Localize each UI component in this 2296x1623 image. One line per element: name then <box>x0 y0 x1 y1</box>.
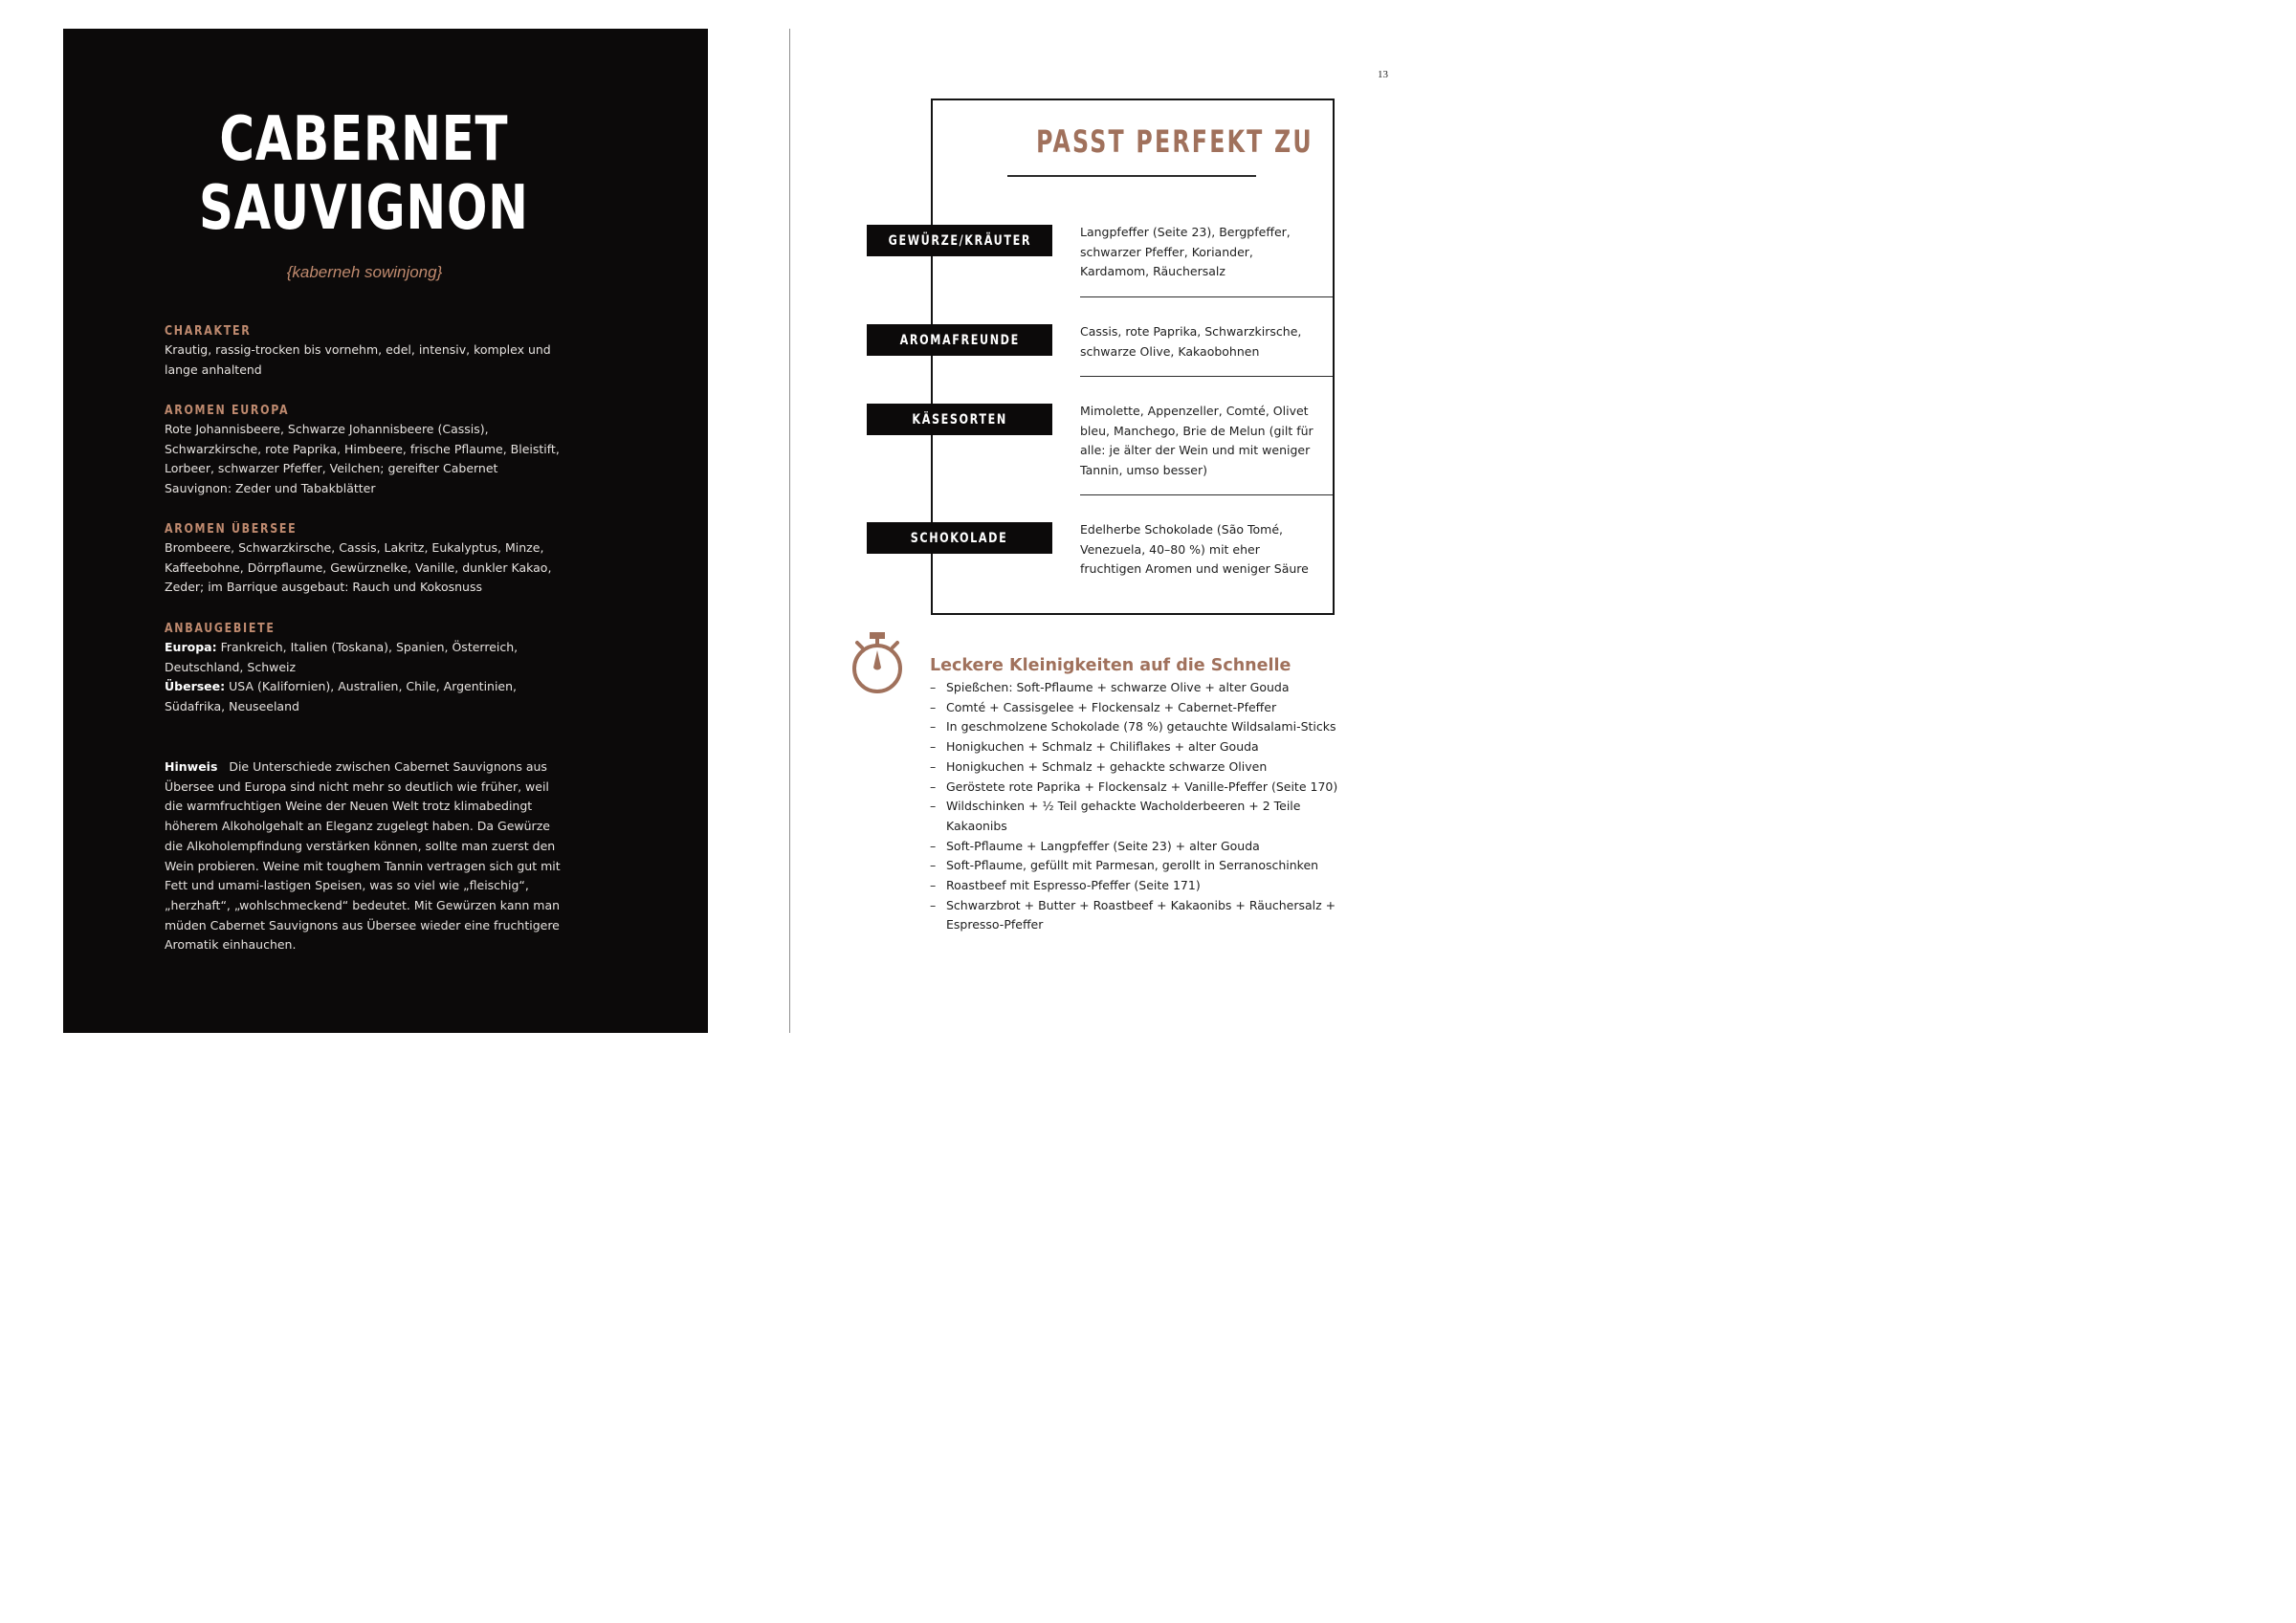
section-heading: AROMEN ÜBERSEE <box>165 522 298 537</box>
list-item: – Geröstete rote Paprika + Flockensalz + Vanille-Pfeffer (Seite 170) <box>930 778 1341 798</box>
section-growing-regions <box>165 620 566 717</box>
hint-note <box>165 757 566 955</box>
row-divider <box>1080 494 1333 495</box>
pairing-label-text: KÄSESORTEN <box>912 411 1007 428</box>
section-aromas-overseas <box>165 520 566 598</box>
row-divider <box>1080 376 1333 377</box>
page-divider <box>789 29 790 1033</box>
hint-text: Die Unterschiede zwischen Cabernet Sauvignons aus Übersee und Europa sind nicht mehr so deutlich wie früher, weil die warmfruchtigen Weine der Neuen Welt trotz klimabedingt höherem Alkoholgehalt an Eleganz zugelegt haben. Da Gewürze die Alkoholempfindung verstärken können, sollte man zuerst den Wein probieren. Weine mit toughem Tannin vertragen sich gut mit Fett und umami-lastigen Speisen, was so viel wie „fleischig“, „herzhaft“, „wohlschmeckend“ bedeutet. Mit Gewürzen kann man müden Cabernet Sauvignons aus Übersee wieder eine fruchtigere Aromatik einhauchen. <box>165 759 561 953</box>
wine-title-line-2: SAUVIGNON <box>198 173 529 244</box>
region-overseas-label: Übersee: <box>165 679 226 694</box>
pairing-heading: PASST PERFEKT ZU <box>1036 123 1314 160</box>
pairing-text-aroma-friends: Cassis, rote Paprika, Schwarzkirsche, schwarze Olive, Kakaobohnen <box>1080 324 1302 359</box>
list-item: – Roastbeef mit Espresso-Pfeffer (Seite 171) <box>930 876 1341 896</box>
list-item: – Wildschinken + ½ Teil gehackte Wacholderbeeren + 2 Teile Kakaonibs <box>930 797 1341 836</box>
row-divider <box>1080 296 1333 297</box>
section-heading: CHARAKTER <box>165 324 252 339</box>
list-item: – Schwarzbrot + Butter + Roastbeef + Kakaonibs + Räuchersalz + Espresso-Pfeffer <box>930 896 1341 935</box>
quick-snacks-list <box>930 678 1341 935</box>
hint-label: Hinweis <box>165 759 218 774</box>
region-overseas-text: USA (Kalifornien), Australien, Chile, Argentinien, Südafrika, Neuseeland <box>165 679 518 714</box>
list-item: – Honigkuchen + Schmalz + gehackte schwarze Oliven <box>930 757 1341 778</box>
region-europe <box>165 638 566 677</box>
section-text: Brombeere, Schwarzkirsche, Cassis, Lakritz, Eukalyptus, Minze, Kaffeebohne, Dörrpflaume, Gewürznelke, Vanille, dunkler Kakao, Zeder; im Barrique ausgebaut: Rauch und Kokosnuss <box>165 540 552 595</box>
stopwatch-icon <box>850 631 905 694</box>
pairing-label-text: GEWÜRZE/KRÄUTER <box>888 232 1031 249</box>
list-item: – Honigkuchen + Schmalz + Chiliflakes + alter Gouda <box>930 737 1341 757</box>
pairing-label-spices <box>867 225 1052 256</box>
list-item: – Comté + Cassisgelee + Flockensalz + Cabernet-Pfeffer <box>930 698 1341 718</box>
pairing-label-text: AROMAFREUNDE <box>899 332 1020 348</box>
section-heading: AROMEN EUROPA <box>165 404 290 418</box>
pairing-text-cheeses: Mimolette, Appenzeller, Comté, Olivet bleu, Manchego, Brie de Melun (gilt für alle: je älter der Wein und mit weniger Tannin, umso besser) <box>1080 404 1314 478</box>
pairing-label-text: SCHOKOLADE <box>911 530 1008 546</box>
list-item: – In geschmolzene Schokolade (78 %) getauchte Wildsalami-Sticks <box>930 717 1341 737</box>
pairing-label-aroma-friends <box>867 324 1052 356</box>
pairing-label-cheeses <box>867 404 1052 435</box>
heading-underline <box>1007 175 1256 177</box>
list-item: – Spießchen: Soft-Pflaume + schwarze Olive + alter Gouda <box>930 678 1341 698</box>
section-aromas-europe <box>165 402 566 499</box>
pairing-text-spices: Langpfeffer (Seite 23), Bergpfeffer, schwarzer Pfeffer, Koriander, Kardamom, Räuchersalz <box>1080 225 1291 279</box>
page-number: 13 <box>1378 69 1388 80</box>
list-item: – Soft-Pflaume, gefüllt mit Parmesan, gerollt in Serranoschinken <box>930 856 1341 876</box>
pairing-label-chocolate <box>867 522 1052 554</box>
region-europe-text: Frankreich, Italien (Toskana), Spanien, Österreich, Deutschland, Schweiz <box>165 640 519 674</box>
wine-title-line-1: CABERNET <box>219 104 509 175</box>
section-text: Krautig, rassig-trocken bis vornehm, edel, intensiv, komplex und lange anhaltend <box>165 342 551 377</box>
pronunciation: {kaberneh sowinjong} <box>286 263 443 281</box>
pairing-text-chocolate: Edelherbe Schokolade (São Tomé, Venezuela, 40–80 %) mit eher fruchtigen Aromen und weniger Säure <box>1080 522 1309 577</box>
quick-snacks-title: Leckere Kleinigkeiten auf die Schnelle <box>930 656 1292 675</box>
section-heading: ANBAUGEBIETE <box>165 622 276 636</box>
section-character <box>165 322 566 380</box>
section-text: Rote Johannisbeere, Schwarze Johannisbeere (Cassis), Schwarzkirsche, rote Paprika, Himbeere, frische Pflaume, Bleistift, Lorbeer, schwarzer Pfeffer, Veilchen; gereifter Cabernet Sauvignon: Zeder und Tabakblätter <box>165 422 560 496</box>
wine-profile-panel <box>63 29 708 1033</box>
region-overseas <box>165 677 566 716</box>
list-item: – Soft-Pflaume + Langpfeffer (Seite 23) + alter Gouda <box>930 837 1341 857</box>
wine-title <box>129 105 599 243</box>
region-europe-label: Europa: <box>165 640 217 654</box>
